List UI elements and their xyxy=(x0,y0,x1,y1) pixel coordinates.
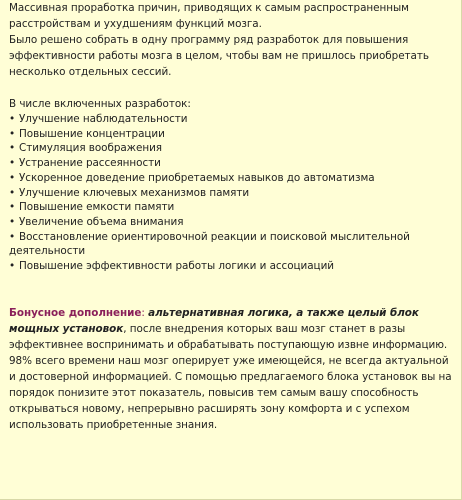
bullet-icon: • xyxy=(9,157,16,170)
bullet-icon: • xyxy=(9,230,16,243)
intro-paragraph-1: Массивная проработка причин, приводящих к самым распространенным расстройствам и ухудшениям функций мозга. xyxy=(9,2,409,30)
list-item-text: Улучшение ключевых механизмов памяти xyxy=(19,186,250,199)
spacer xyxy=(5,274,457,305)
bullet-icon: • xyxy=(9,186,16,199)
list-item-text: Повышение эффективности работы логики и ассоциаций xyxy=(19,260,334,273)
list-item xyxy=(5,141,457,156)
list-item xyxy=(5,230,457,259)
list-item xyxy=(5,259,457,274)
bullet-icon: • xyxy=(9,260,16,273)
list-item-text: Ускоренное доведение приобретаемых навыков до автоматизма xyxy=(19,171,375,184)
bonus-paragraph xyxy=(5,305,457,433)
features-list xyxy=(5,112,457,274)
bullet-icon: • xyxy=(9,142,16,155)
bullet-icon: • xyxy=(9,201,16,214)
bullet-icon: • xyxy=(9,171,16,184)
bonus-label: Бонусное дополнение xyxy=(9,306,142,319)
list-item-text: Стимуляция воображения xyxy=(19,142,162,155)
bullet-icon: • xyxy=(9,215,16,228)
spacer xyxy=(5,80,457,96)
bullet-icon: • xyxy=(9,127,16,140)
document-content xyxy=(5,0,457,433)
list-heading: В числе включенных разработок: xyxy=(9,98,191,110)
intro-paragraph-2: Было решено собрать в одну программу ряд разработок для повышения эффективности работы мозга в целом, чтобы вам не пришлось приобретать несколько отдельных сессий. xyxy=(9,34,429,78)
list-item xyxy=(5,156,457,171)
bonus-emphasis: альтернативная логика, а также целый блок мощных установок xyxy=(9,306,419,335)
list-item xyxy=(5,200,457,215)
list-item xyxy=(5,127,457,142)
list-item xyxy=(5,215,457,230)
list-item-text: Увеличение объема внимания xyxy=(19,215,184,228)
bullet-icon: • xyxy=(9,113,16,125)
bonus-text: , после внедрения которых ваш мозг станет в разы эффективнее воспринимать и обрабатывать поступающую извне информацию. 98% всего времени наш мозг оперирует уже имеющейся, не всегда актуальной и достоверной информацией. С помощью предлагаемого блока установок вы на порядок понизите этот показатель, повысив тем самым вашу способность открываться новому, непрерывно расширять зону комфорта и с успехом использовать приобретенные знания. xyxy=(9,322,452,431)
list-item-text: Повышение емкости памяти xyxy=(19,201,175,214)
list-item xyxy=(5,186,457,201)
list-item-text: Восстановление ориентировочной реакции и поисковой мыслительной деятельности xyxy=(9,230,410,258)
list-item xyxy=(5,171,457,186)
bonus-colon: : xyxy=(141,306,145,319)
list-item-text: Улучшение наблюдательности xyxy=(19,113,188,125)
list-item-text: Повышение концентрации xyxy=(19,127,165,140)
list-item xyxy=(5,112,457,127)
list-item-text: Устранение рассеянности xyxy=(19,157,161,170)
